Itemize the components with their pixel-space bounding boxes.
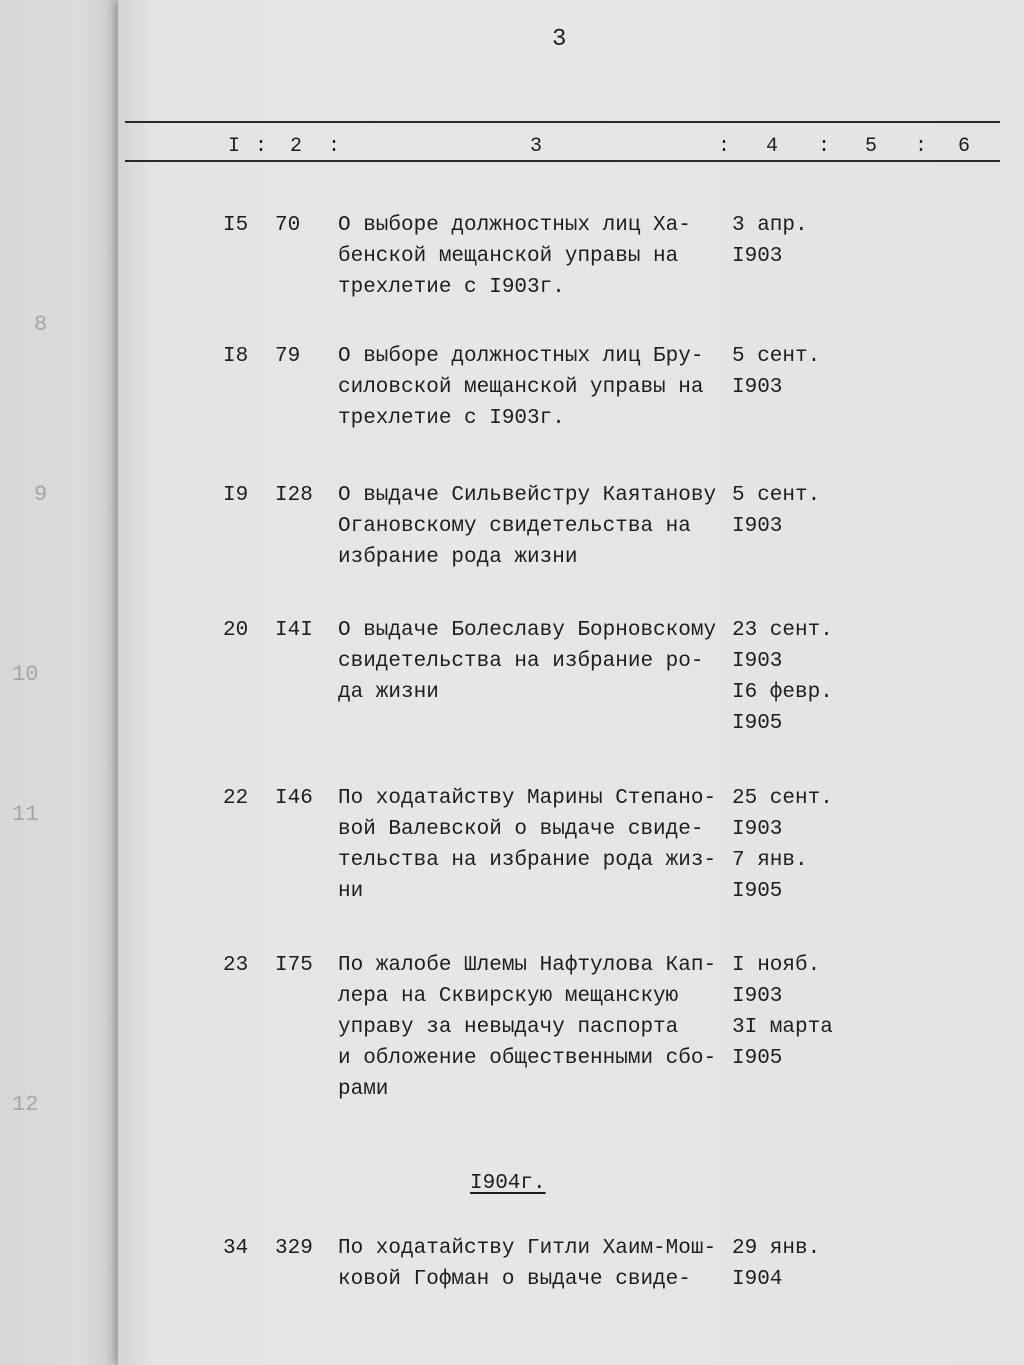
description-line: тельства на избрание рода жиз- (338, 849, 717, 872)
entry-description (338, 615, 718, 708)
description-line: вой Валевской о выдаче свиде- (338, 818, 704, 841)
entry-description (338, 210, 718, 303)
entry-number: I9 (223, 484, 249, 507)
header-cell: 4 (766, 135, 779, 158)
entry-dates (732, 210, 842, 272)
date-line: I нояб. (732, 954, 821, 977)
date-line: 25 сент. (732, 787, 833, 810)
date-line: I903 (732, 245, 783, 268)
description-line: избрание рода жизни (338, 546, 578, 569)
header-top-rule (125, 121, 1000, 123)
entry-dates (732, 615, 842, 739)
entry-dates (732, 341, 842, 403)
margin-number: 9 (34, 482, 48, 507)
entry-number: I5 (223, 214, 249, 237)
date-line: I903 (732, 376, 783, 399)
date-line: I6 февр. (732, 681, 833, 704)
header-cell: 3 (530, 135, 543, 158)
file-number: I28 (275, 484, 313, 507)
description-line: По жалобе Шлемы Нафтулова Кап- (338, 954, 717, 977)
date-line: 3 апр. (732, 214, 808, 237)
description-line: управу за невыдачу паспорта (338, 1016, 679, 1039)
description-line: Огановскому свидетельства на (338, 515, 691, 538)
header-cell: 2 (290, 135, 303, 158)
description-line: трехлетие с I903г. (338, 407, 565, 430)
date-line: 7 янв. (732, 849, 808, 872)
description-line: свидетельства на избрание ро- (338, 650, 704, 673)
date-line: I903 (732, 818, 783, 841)
description-line: ковой Гофман о выдаче свиде- (338, 1268, 691, 1291)
entry-description (338, 341, 718, 434)
entry-dates (732, 950, 842, 1074)
header-separator: : (255, 135, 268, 158)
file-number: I4I (275, 619, 313, 642)
header-separator: : (915, 135, 928, 158)
description-line: лера на Сквирскую мещанскую (338, 985, 679, 1008)
description-line: силовской мещанской управы на (338, 376, 704, 399)
date-line: I905 (732, 1047, 783, 1070)
description-line: рами (338, 1078, 389, 1101)
entry-number: 23 (223, 954, 249, 977)
left-page-edge (0, 0, 135, 1365)
date-line: I903 (732, 985, 783, 1008)
description-line: О выдаче Сильвейстру Каятанову (338, 484, 717, 507)
description-line: трехлетие с I903г. (338, 276, 565, 299)
description-line: бенской мещанской управы на (338, 245, 679, 268)
entry-number: 20 (223, 619, 249, 642)
file-number: 329 (275, 1237, 313, 1260)
date-line: I905 (732, 880, 783, 903)
file-number: 79 (275, 345, 301, 368)
description-line: ни (338, 880, 364, 903)
entry-number: I8 (223, 345, 249, 368)
date-line: I903 (732, 515, 783, 538)
description-line: да жизни (338, 681, 439, 704)
date-line: I904 (732, 1268, 783, 1291)
header-cell: 5 (865, 135, 878, 158)
date-line: 29 янв. (732, 1237, 821, 1260)
date-line: 3I марта (732, 1016, 833, 1039)
header-separator: : (328, 135, 341, 158)
description-line: О выборе должностных лиц Бру- (338, 345, 704, 368)
header-bottom-rule (125, 160, 1000, 162)
page-number: 3 (552, 26, 567, 53)
date-line: I905 (732, 712, 783, 735)
description-line: По ходатайству Гитли Хаим-Мош- (338, 1237, 717, 1260)
entry-description (338, 480, 718, 573)
description-line: и обложение общественными сбо- (338, 1047, 717, 1070)
entry-description (338, 783, 718, 907)
file-number: I75 (275, 954, 313, 977)
header-cell: 6 (958, 135, 971, 158)
margin-number: 12 (12, 1092, 39, 1117)
date-line: 5 сент. (732, 484, 821, 507)
file-number: 70 (275, 214, 301, 237)
header-cell: I (228, 135, 241, 158)
header-separator: : (718, 135, 731, 158)
entry-dates (732, 783, 842, 907)
date-line: 5 сент. (732, 345, 821, 368)
entry-dates (732, 1233, 842, 1295)
description-line: О выборе должностных лиц Ха- (338, 214, 691, 237)
entry-description (338, 1233, 718, 1295)
entry-dates (732, 480, 842, 542)
margin-number: 11 (12, 802, 39, 827)
description-line: По ходатайству Марины Степано- (338, 787, 717, 810)
description-line: О выдаче Болеславу Борновскому (338, 619, 717, 642)
entry-number: 22 (223, 787, 249, 810)
file-number: I46 (275, 787, 313, 810)
header-separator: : (818, 135, 831, 158)
date-line: 23 сент. (732, 619, 833, 642)
entry-description (338, 950, 718, 1105)
margin-number: 10 (12, 662, 39, 687)
date-line: I903 (732, 650, 783, 673)
year-heading: I904г. (470, 1172, 546, 1195)
entry-number: 34 (223, 1237, 249, 1260)
margin-number: 8 (34, 312, 48, 337)
